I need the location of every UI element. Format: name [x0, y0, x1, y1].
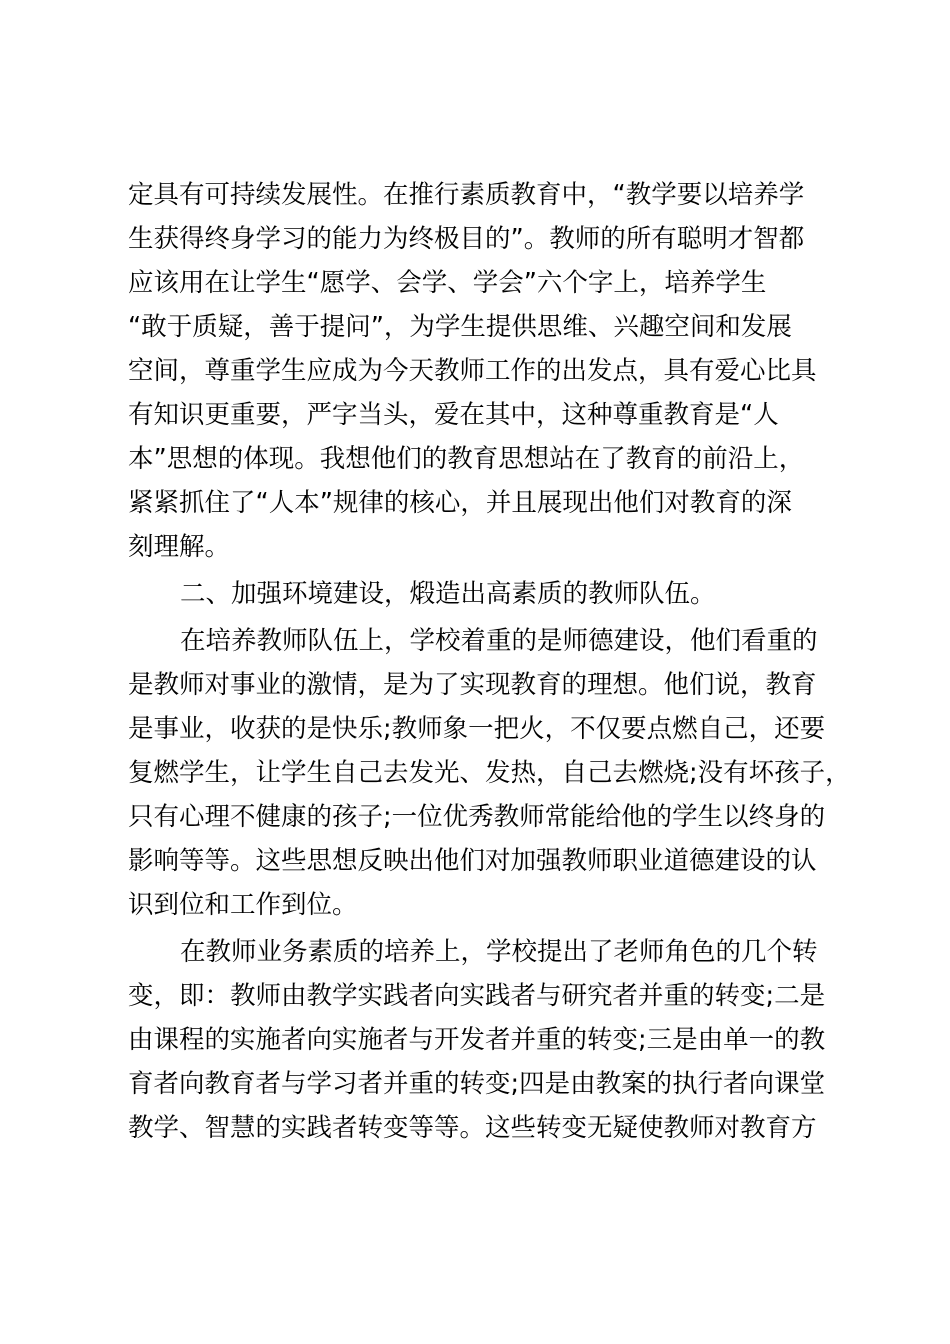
text-line: 识到位和工作到位。 — [128, 890, 358, 920]
text-line: 紧紧抓住了“人本”规律的核心，并且展现出他们对教育的深 — [128, 488, 792, 518]
text-line: 育者向教育者与学习者并重的转变;四是由教案的执行者向课堂 — [128, 1069, 826, 1099]
paragraph — [128, 619, 851, 927]
heading-text: 二、加强环境建设，煅造出高素质的教师队伍。 — [180, 579, 716, 609]
text-line: 应该用在让学生“愿学、会学、学会”六个字上，培养学生 — [128, 268, 767, 298]
text-line: 变，即：教师由教学实践者向实践者与研究者并重的转变;二是 — [128, 981, 826, 1011]
text-line: 是教师对事业的激情，是为了实现教育的理想。他们说，教育 — [128, 670, 817, 700]
text-line: 在教师业务素质的培养上，学校提出了老师角色的几个转 — [180, 937, 818, 967]
text-line: 定具有可持续发展性。在推行素质教育中，“教学要以培养学 — [128, 180, 805, 210]
text-line: 有知识更重要，严字当头，爱在其中，这种尊重教育是“人 — [128, 400, 779, 430]
document-body — [128, 173, 851, 1150]
text-line: 生获得终身学习的能力为终极目的”。教师的所有聪明才智都 — [128, 224, 805, 254]
text-line: 刻理解。 — [128, 532, 231, 562]
text-line: 教学、智慧的实践者转变等等。这些转变无疑使教师对教育方 — [128, 1113, 817, 1143]
text-line: 只有心理不健康的孩子;一位优秀教师常能给他的学生以终身的 — [128, 802, 826, 832]
text-line: 复燃学生，让学生自己去发光、发热，自己去燃烧;没有坏孩子， — [128, 758, 851, 788]
text-line: “敢于质疑，善于提问”，为学生提供思维、兴趣空间和发展 — [128, 312, 792, 342]
text-line: 是事业，收获的是快乐;教师象一把火，不仅要点燃自己，还要 — [128, 714, 826, 744]
text-line: 本”思想的体现。我想他们的教育思想站在了教育的前沿上， — [128, 444, 805, 474]
section-heading — [128, 572, 838, 616]
paragraph — [128, 173, 838, 569]
text-line: 由课程的实施者向实施者与开发者并重的转变;三是由单一的教 — [128, 1025, 826, 1055]
text-line: 空间，尊重学生应成为今天教师工作的出发点，具有爱心比具 — [128, 356, 817, 386]
text-line: 在培养教师队伍上，学校着重的是师德建设，他们看重的 — [180, 626, 818, 656]
paragraph — [128, 930, 838, 1150]
text-line: 影响等等。这些思想反映出他们对加强教师职业道德建设的认 — [128, 846, 817, 876]
